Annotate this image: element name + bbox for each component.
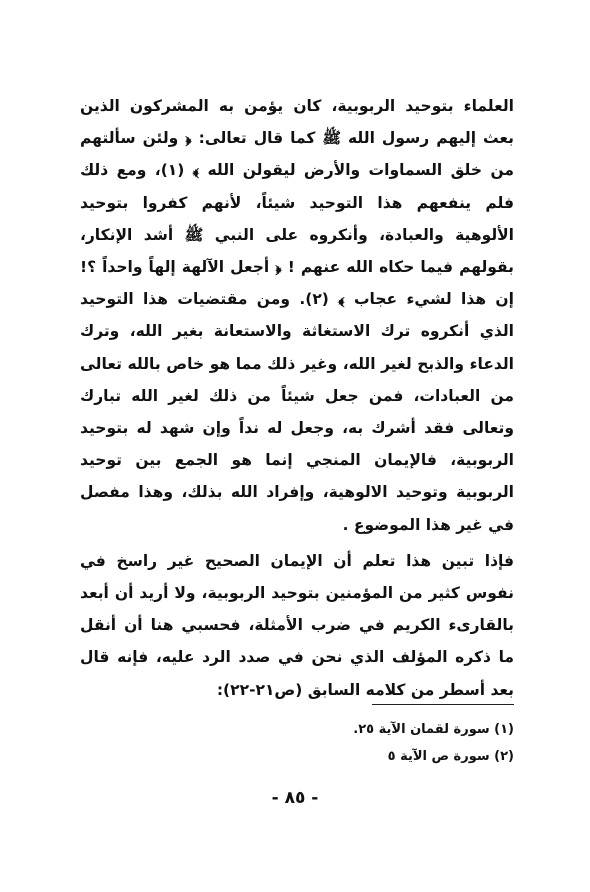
paragraph-2: فإذا تبين هذا تعلم أن الإيمان الصحيح غير راسخ في نفوس كثير من المؤمنين بتوحيد الربوبية، ولا أريد أن أبعد بالقارىء الكريم في ضرب الأمثلة، فحسبي هنا أن أنقل ما ذكره المؤلف الذي نحن في صدد الرد عليه، فإنه قال بعد أسطر من كلامه السابق (ص٢١-٢٢):: [80, 551, 514, 699]
main-text: [80, 90, 514, 706]
page-number: - ٨٥ -: [271, 788, 319, 808]
paragraph-1: العلماء بتوحيد الربوبية، كان يؤمن به المشركون الذين بعث إليهم رسول الله ﷺ كما قال تعالى: ﴿ ولئن سألتهم من خلق السماوات والأرض ليقولن الله ﴾ (١)، ومع ذلك فلم ينفعهم هذا التوحيد شيئاً، لأنهم كفروا بتوحيد الألوهية والعبادة، وأنكروه على النبي ﷺ أشد الإنكار، بقولهم فيما حكاه الله عنهم ! ﴿ أجعل الآلهة إلهاً واحداً ؟! إن هذا لشيء عجاب ﴾ (٢). ومن مقتضيات هذا التوحيد الذي أنكروه ترك الاستغاثة والاستعانة بغير الله، وترك الدعاء والذبح لغير الله، وغير ذلك مما هو خاص بالله تعالى من العبادات، فمن جعل شيئاً من ذلك لغير الله تبارك وتعالى فقد أشرك به، وجعل له نداً وإن شهد له بتوحيد الربوبية، فالإيمان المنجي إنما هو الجمع بين توحيد الربوبية وتوحيد الالوهية، وإفراد الله بذلك، وهذا مفصل في غير هذا الموضوع .: [80, 97, 514, 534]
footnote-2: (٢) سورة ص الآية ٥: [387, 749, 514, 764]
footnotes: [300, 716, 514, 770]
footnote-divider: [372, 704, 514, 705]
footnote-1: (١) سورة لقمان الآية ٢٥.: [353, 722, 514, 737]
